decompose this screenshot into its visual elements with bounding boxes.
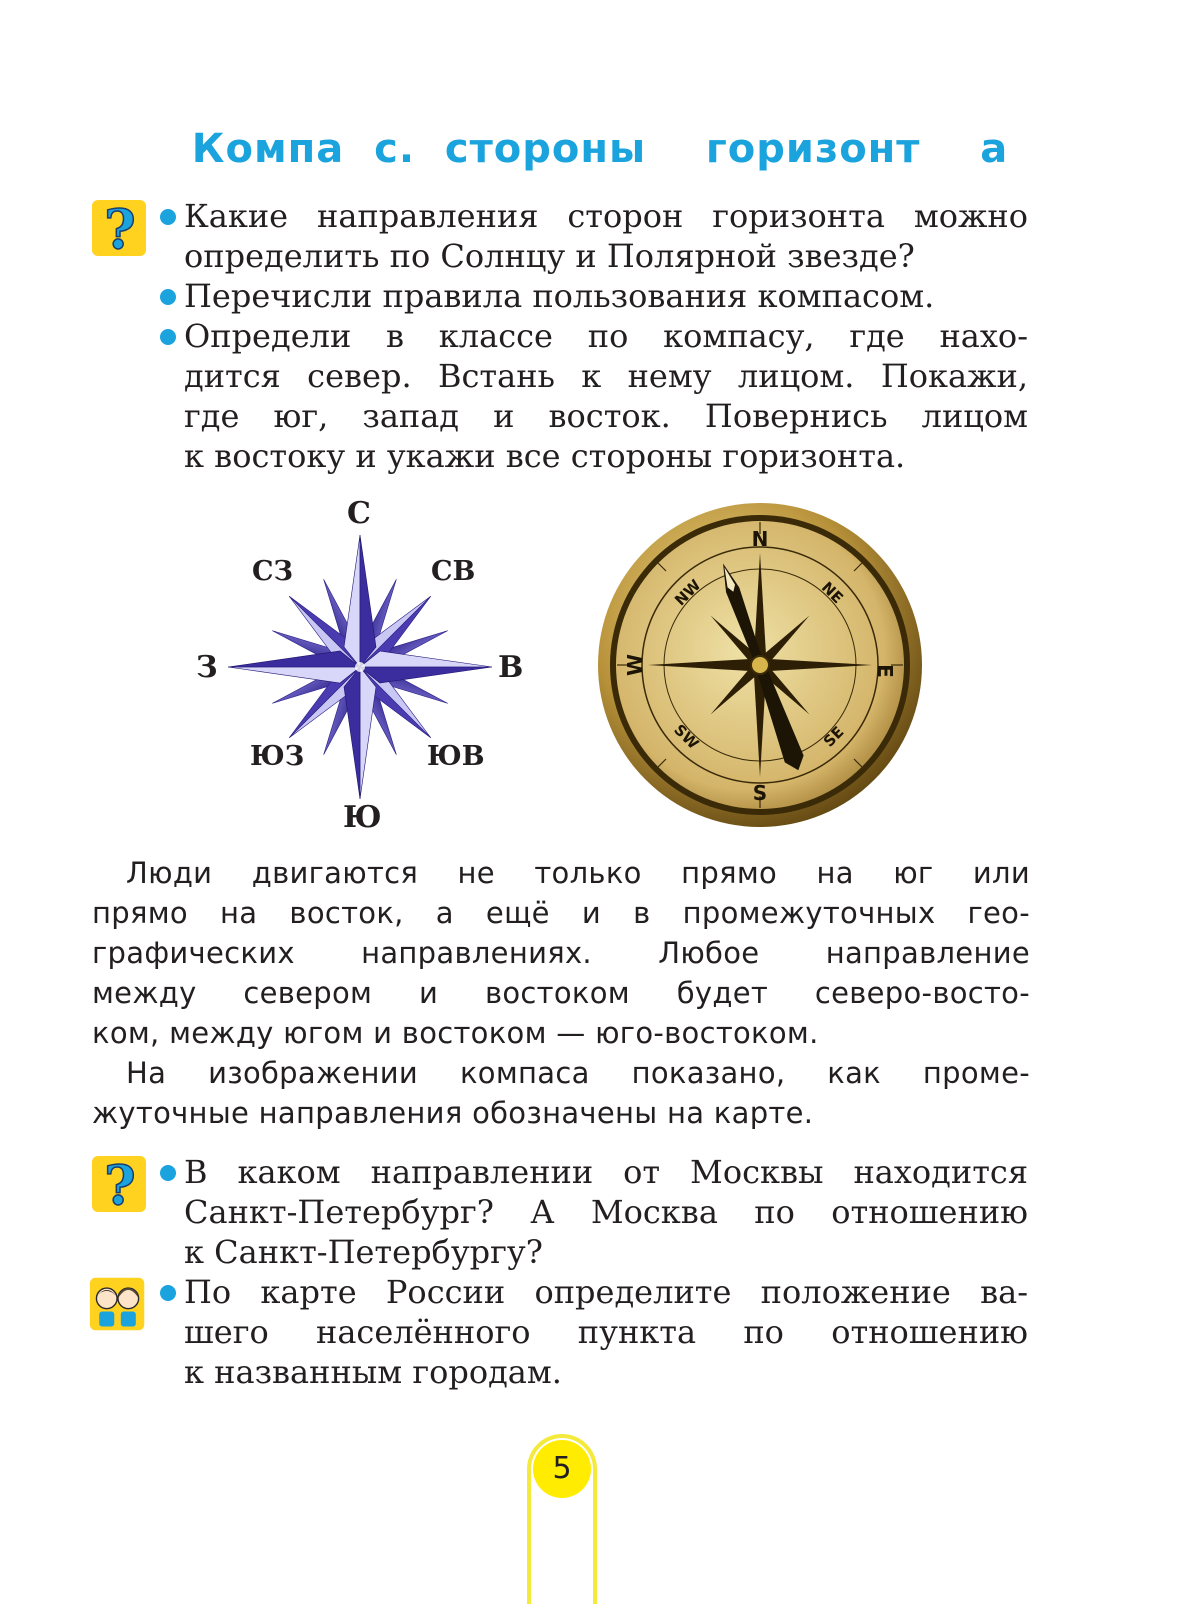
questions-top (158, 196, 1028, 476)
questions-bottom (158, 1152, 1028, 1392)
svg-text:?: ? (104, 1153, 136, 1216)
dial-label-w: W (623, 653, 647, 677)
question-item (158, 276, 1028, 316)
bullet-dot (160, 329, 176, 345)
rose-label-southeast: ЮВ (427, 741, 485, 772)
text-line: Санкт-Петербург? А Москва по отношению (184, 1193, 1028, 1231)
text-line: По карте России определите положение ва- (184, 1273, 1028, 1311)
rose-label-south: Ю (343, 800, 382, 835)
text-line: Какие направления сторон горизонта можно (184, 197, 1028, 235)
text-line: к Санкт-Петербургу? (184, 1233, 543, 1271)
question-item (158, 196, 1028, 276)
rose-label-northwest: СЗ (252, 556, 293, 587)
page-title: Компа с. стороны горизонт а (191, 126, 1009, 172)
bullet-dot (160, 209, 176, 225)
rose-label-west: З (196, 650, 218, 685)
dial-label-ne: NE (817, 578, 847, 608)
bullet-dot (160, 1165, 176, 1181)
dial-label-nw: NW (671, 576, 705, 610)
text-line: Люди двигаются не только прямо на юг или (126, 856, 1030, 890)
main-paragraph (92, 853, 1030, 1133)
text-line: жуточные направления обозначены на карте. (92, 1096, 814, 1130)
question-icon (90, 1152, 150, 1216)
compass-dial-illustration (595, 500, 925, 830)
page-number: 5 (533, 1440, 591, 1498)
text-line: шего населённого пункта по отношению (184, 1313, 1028, 1351)
dial-label-e: E (873, 664, 897, 678)
text-line: ком, между югом и востоком — юго-востоком. (92, 1016, 819, 1050)
text-line: На изображении компаса показано, как проме- (126, 1056, 1030, 1090)
question-item (158, 1152, 1028, 1272)
text-line: Определи в классе по компасу, где нахо- (184, 317, 1028, 355)
text-line: к названным городам. (184, 1353, 562, 1391)
text-line: прямо на восток, а ещё и в промежуточных гео- (92, 896, 1030, 930)
dial-label-s: S (752, 781, 768, 805)
text-line: В каком направлении от Москвы находится (184, 1153, 1028, 1191)
question-icon (90, 196, 150, 260)
bullet-dot (160, 1285, 176, 1301)
text-line: Перечисли правила пользования компасом. (184, 277, 935, 315)
pair-work-icon (88, 1272, 148, 1336)
text-line: дится север. Встань к нему лицом. Покажи, (184, 357, 1028, 395)
question-item (158, 316, 1028, 476)
text-line: графических направлениях. Любое направление (92, 936, 1030, 970)
svg-text:?: ? (104, 197, 136, 260)
text-line: где юг, запад и восток. Повернись лицом (184, 397, 1028, 435)
text-line: между севером и востоком будет северо-восто- (92, 976, 1030, 1010)
dial-label-n: N (751, 527, 769, 551)
question-item (158, 1272, 1028, 1392)
rose-label-northeast: СВ (431, 556, 476, 587)
dial-label-sw: SW (670, 720, 703, 753)
dial-label-se: SE (819, 722, 848, 751)
text-line: определить по Солнцу и Полярной звезде? (184, 237, 915, 275)
rose-label-north: С (347, 496, 371, 531)
text-line: к востоку и укажи все стороны горизонта. (184, 437, 906, 475)
bullet-dot (160, 289, 176, 305)
rose-label-east: В (498, 650, 524, 685)
rose-label-southwest: ЮЗ (250, 741, 305, 772)
